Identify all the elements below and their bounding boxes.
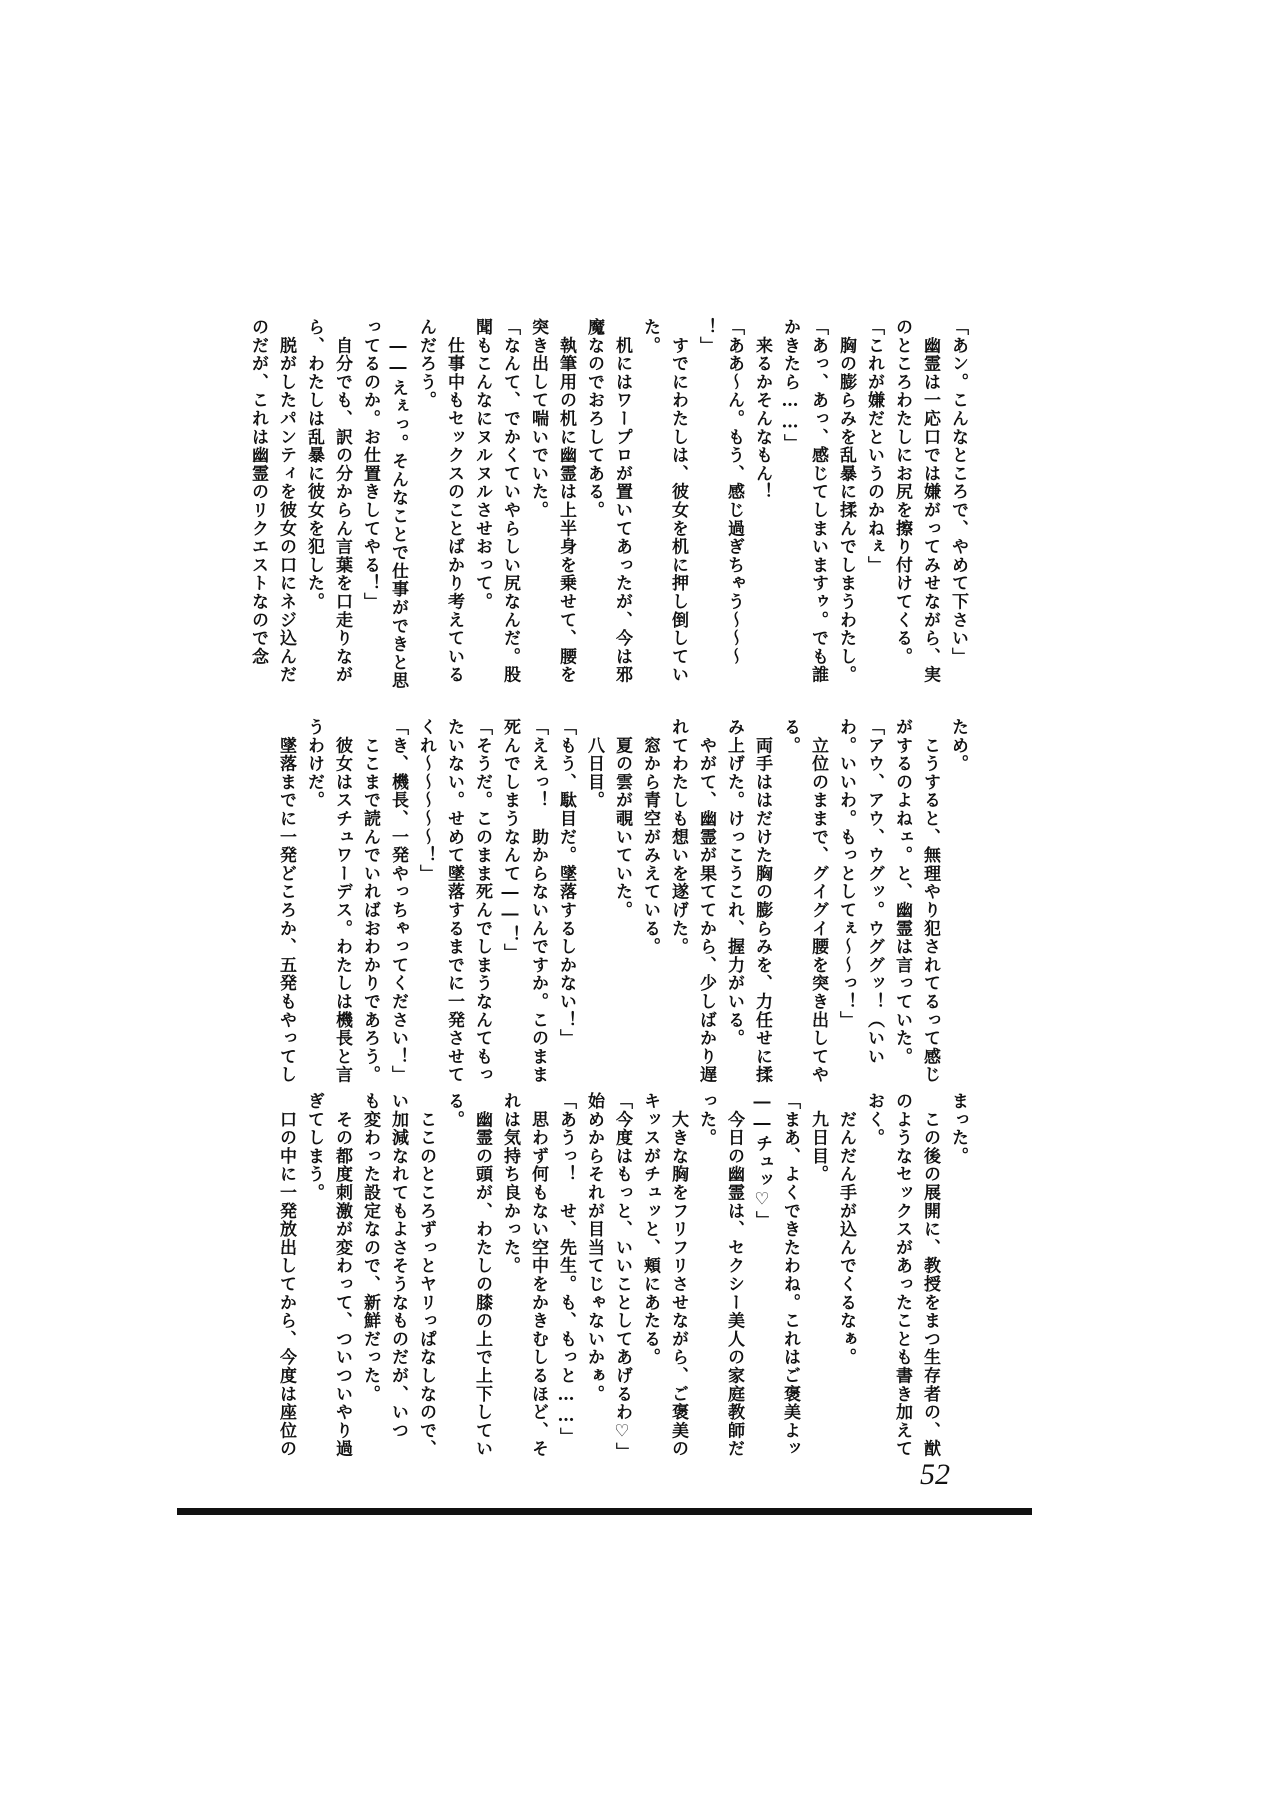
text-line: まった。 (948, 1092, 968, 1166)
text-line: 「ああ～ん。もう、感じ過ぎちゃう～～～ (724, 318, 744, 666)
text-line: 両手ははだけた胸の膨らみを、力任せに揉 (752, 718, 772, 1084)
text-line: 幽霊は一応口では嫌がってみせながら、実 (920, 318, 940, 684)
text-block-lower (222, 1092, 972, 1472)
text-line: 窓から青空がみえている。 (640, 718, 660, 956)
text-line: ――えぇっ。そんなことで仕事ができと思 (388, 318, 408, 690)
text-line: だんだん手が込んでくるなぁ。 (836, 1092, 856, 1367)
text-line: 「これが嫌だというのかねぇ」 (864, 318, 884, 575)
text-line: ――チュッ♡」 (752, 1092, 772, 1230)
text-line: のだが、これは幽霊のリクエストなので念 (248, 318, 268, 666)
text-line: 突き出して喘いでいた。 (528, 318, 548, 520)
text-line: 死んでしまうなんて――！」 (500, 718, 520, 962)
text-line: 「あン。こんなところで、やめて下さい」 (948, 318, 968, 666)
text-line: る。 (780, 718, 800, 755)
text-line: 「あっ、あっ、感じてしまいますゥ。でも誰 (808, 318, 828, 684)
text-line: ら、わたしは乱暴に彼女を犯した。 (304, 318, 324, 611)
text-line: 大きな胸をフリフリさせながら、ご褒美の (668, 1092, 688, 1458)
text-line: 「き、機長、一発やっちゃってください！」 (388, 718, 408, 1084)
text-line: のところわたしにお尻を擦り付けてくる。 (892, 318, 912, 666)
text-line: 九日目。 (808, 1092, 828, 1184)
text-line: ここまで読んでいればおわかりであろう。 (360, 718, 380, 1084)
page-number: 52 (920, 1458, 950, 1491)
text-line: のようなセックスがあったことも書き加えて (892, 1092, 912, 1458)
text-line: れは気持ち良かった。 (500, 1092, 520, 1275)
text-line: すでにわたしは、彼女を机に押し倒してい (668, 318, 688, 684)
text-line: ぎてしまう。 (304, 1092, 324, 1202)
text-line: わ。いいわ。もっとしてぇ～～っ！」 (836, 718, 856, 1030)
text-line: こうすると、無理やり犯されてるって感じ (920, 718, 940, 1084)
text-line: おく。 (864, 1092, 884, 1147)
text-line: 自分でも、訳の分からん言葉を口走りなが (332, 318, 352, 684)
text-line: 幽霊の頭が、わたしの膝の上で上下してい (472, 1092, 492, 1458)
text-line: る。 (444, 1092, 464, 1129)
text-line: 聞もこんなにヌルヌルさせおって。 (472, 318, 492, 611)
text-line: 「アウ、アウ、ウグッ。ウググッ！（いい (864, 718, 884, 1066)
text-line: 「あうっ！ せ、先生。も、もっと……」 (556, 1092, 576, 1446)
text-line: 「そうだ。このまま死んでしまうなんてもっ (472, 718, 492, 1084)
text-line: ってるのか。お仕置きしてやる！」 (360, 318, 380, 611)
bottom-rule (177, 1508, 1032, 1515)
text-line: ここのところずっとヤリっぱなしなので、 (416, 1092, 436, 1458)
text-line: この後の展開に、教授をまつ生存者の、猷 (920, 1092, 940, 1458)
text-line: たいない。せめて墜落するまでに一発させて (444, 718, 464, 1084)
text-line: くれ～～～～～！」 (416, 718, 436, 883)
text-line: ！」 (696, 318, 716, 355)
text-line: 魔なのでおろしてある。 (584, 318, 604, 520)
text-line: 仕事中もセックスのことばかり考えている (444, 318, 464, 684)
text-line: 今日の幽霊は、セクシー美人の家庭教師だ (724, 1092, 744, 1458)
text-line: も変わった設定なので、新鮮だった。 (360, 1092, 380, 1404)
text-line: 墜落までに一発どころか、五発もやってし (276, 718, 296, 1084)
text-line: かきたら……」 (780, 318, 800, 453)
text-line: んだろう。 (416, 318, 436, 410)
text-line: 八日目。 (584, 718, 604, 810)
text-line: 「なんて、でかくていやらしい尻なんだ。股 (500, 318, 520, 684)
text-line: 思わず何もない空中をかきむしるほど、そ (528, 1092, 548, 1458)
text-line: がするのよねェ。と、幽霊は言っていた。 (892, 718, 912, 1066)
text-block-upper (222, 318, 972, 710)
text-line: 「今度はもっと、いいことしてあげるわ♡」 (612, 1092, 632, 1461)
text-line: 「ええっ！ 助からないんですか。このまま (528, 718, 548, 1084)
text-line: れてわたしも想いを遂げた。 (668, 718, 688, 956)
text-line: 口の中に一発放出してから、今度は座位の (276, 1092, 296, 1458)
text-line: 夏の雲が覗いていた。 (612, 718, 632, 920)
text-line: 机にはワープロが置いてあったが、今は邪 (612, 318, 632, 684)
text-line: み上げた。けっこうこれ、握力がいる。 (724, 718, 744, 1048)
text-line: 来るかそんなもん！ (752, 318, 772, 501)
text-line: うわけだ。 (304, 718, 324, 810)
text-line: 執筆用の机に幽霊は上半身を乗せて、腰を (556, 318, 576, 684)
text-line: 「もう、駄目だ。墜落するしかない！」 (556, 718, 576, 1048)
text-block-middle (222, 718, 972, 1084)
text-line: ため。 (948, 718, 968, 773)
text-line: 胸の膨らみを乱暴に揉んでしまうわたし。 (836, 318, 856, 684)
text-line: った。 (696, 1092, 716, 1147)
text-line: た。 (640, 318, 660, 355)
text-line: 立位のままで、グイグイ腰を突き出してや (808, 718, 828, 1084)
text-line: 彼女はスチュワーデス。わたしは機長と言 (332, 718, 352, 1084)
text-line: 「まあ、よくできたわね。これはご褒美よッ (780, 1092, 800, 1458)
text-line: キッスがチュッと、頬にあたる。 (640, 1092, 660, 1367)
text-line: い加減なれてもよさそうなものだが、いつ (388, 1092, 408, 1440)
text-line: 脱がしたパンティを彼女の口にネジ込んだ (276, 318, 296, 684)
text-line: その都度刺激が変わって、ついついやり過 (332, 1092, 352, 1458)
text-line: 始めからそれが目当てじゃないかぁ。 (584, 1092, 604, 1404)
text-line: やがて、幽霊が果ててから、少しばかり遅 (696, 718, 716, 1084)
